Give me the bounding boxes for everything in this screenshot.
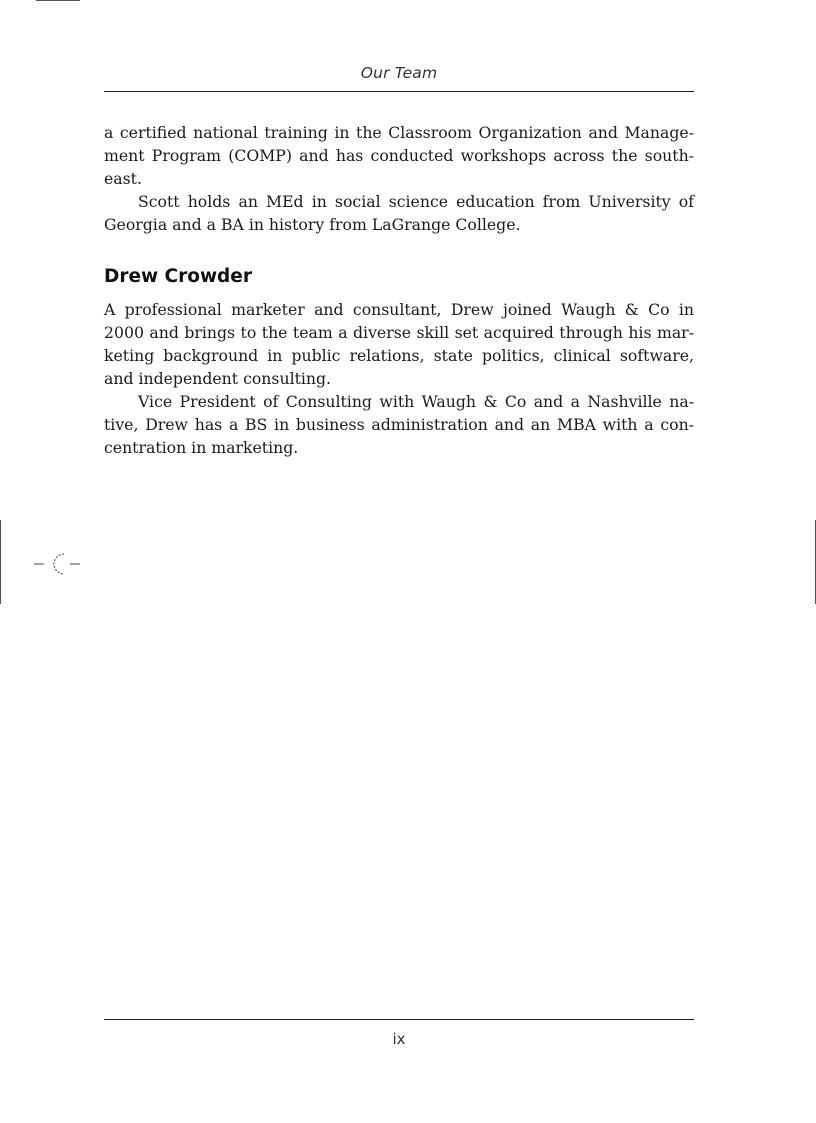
registration-mark-icon	[34, 550, 82, 578]
footer-rule	[104, 1019, 694, 1020]
paragraph-comp-training: a certified national training in the Classroom Organization and Management Program (COMP) and has conducted workshops across the southeast.	[104, 123, 694, 188]
crop-mark-top	[36, 0, 80, 1]
paragraph-drew-education: Vice President of Consulting with Waugh & Co and a Nashville native, Drew has a BS in business administration and an MBA with a concentration in marketing.	[104, 392, 694, 457]
paragraph-scott-education: Scott holds an MEd in social science education from University of Georgia and a BA in history from LaGrange College.	[104, 192, 694, 234]
section-heading-drew-crowder: Drew Crowder	[104, 266, 252, 287]
paragraph-drew-background: A professional marketer and consultant, Drew joined Waugh & Co in 2000 and brings to the team a diverse skill set acquired through his marketing background in public relations, state politics, clinical software, and independent consulting.	[104, 300, 694, 388]
crop-mark-left	[0, 520, 1, 604]
running-head: Our Team	[360, 64, 438, 82]
page-number: ix	[392, 1030, 406, 1048]
page-body	[104, 121, 694, 459]
header-rule	[104, 91, 694, 92]
